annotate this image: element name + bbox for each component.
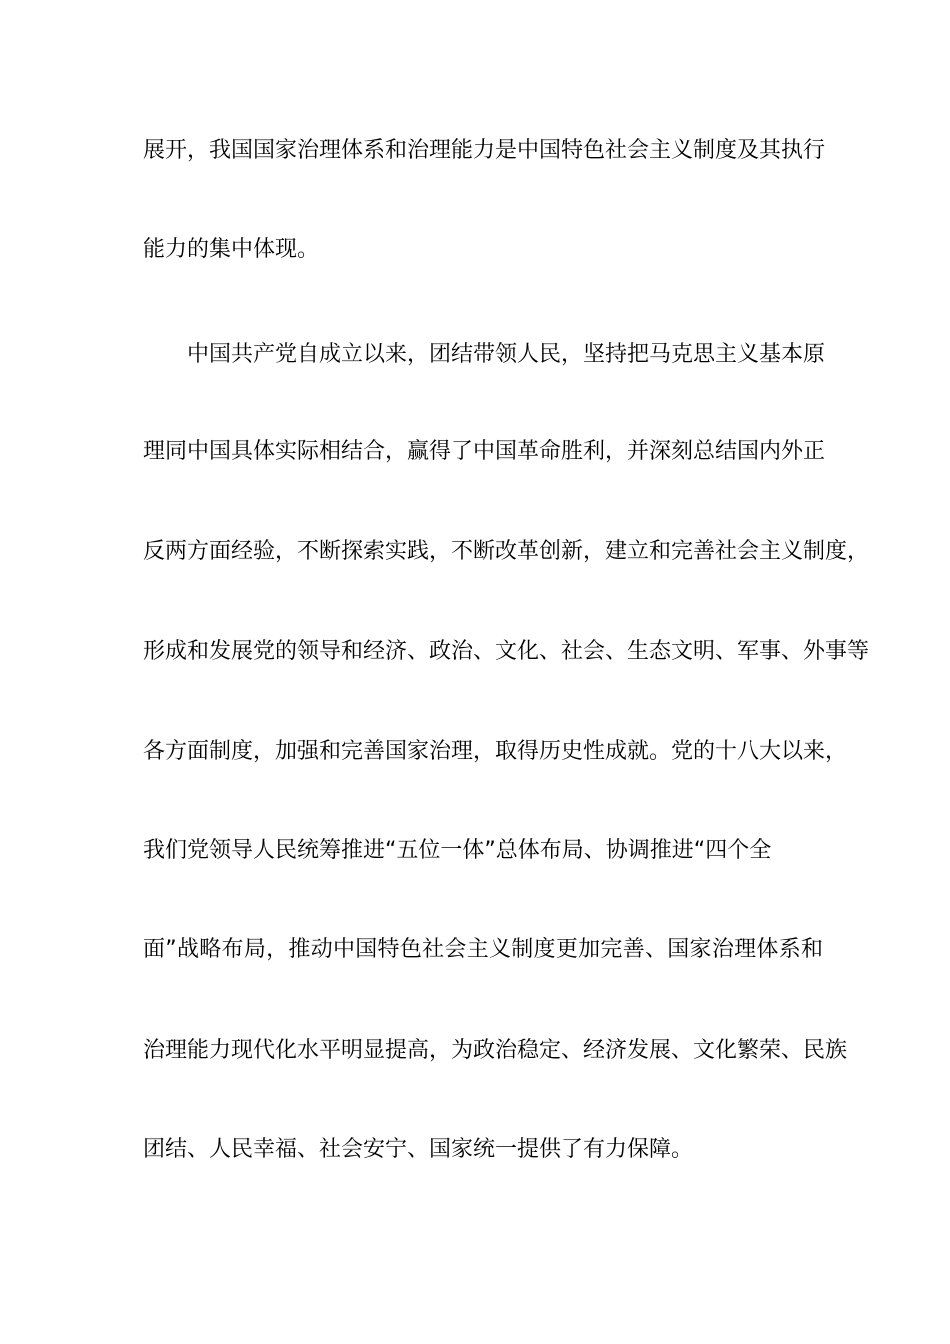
text-line: 展开，我国国家治理体系和治理能力是中国特色社会主义制度及其执行: [143, 138, 826, 163]
text-line: 团结、人民幸福、社会安宁、国家统一提供了有力保障。: [143, 1137, 694, 1162]
text-line: 治理能力现代化水平明显提高，为政治稳定、经济发展、文化繁荣、民族: [143, 1038, 848, 1063]
text-line: 能力的集中体现。: [143, 237, 320, 262]
text-line: 反两方面经验，不断探索实践，不断改革创新，建立和完善社会主义制度，: [143, 539, 870, 564]
text-line: 形成和发展党的领导和经济、政治、文化、社会、生态文明、军事、外事等: [143, 639, 870, 664]
text-line: 中国共产党自成立以来，团结带领人民，坚持把马克思主义基本原: [187, 342, 826, 367]
text-line: 面”战略布局，推动中国特色社会主义制度更加完善、国家治理体系和: [143, 937, 823, 962]
text-line: 理同中国具体实际相结合，赢得了中国革命胜利，并深刻总结国内外正: [143, 439, 826, 464]
text-line: 各方面制度，加强和完善国家治理，取得历史性成就。党的十八大以来，: [143, 739, 848, 764]
text-line: 我们党领导人民统筹推进“五位一体”总体布局、协调推进“四个全: [143, 838, 772, 863]
